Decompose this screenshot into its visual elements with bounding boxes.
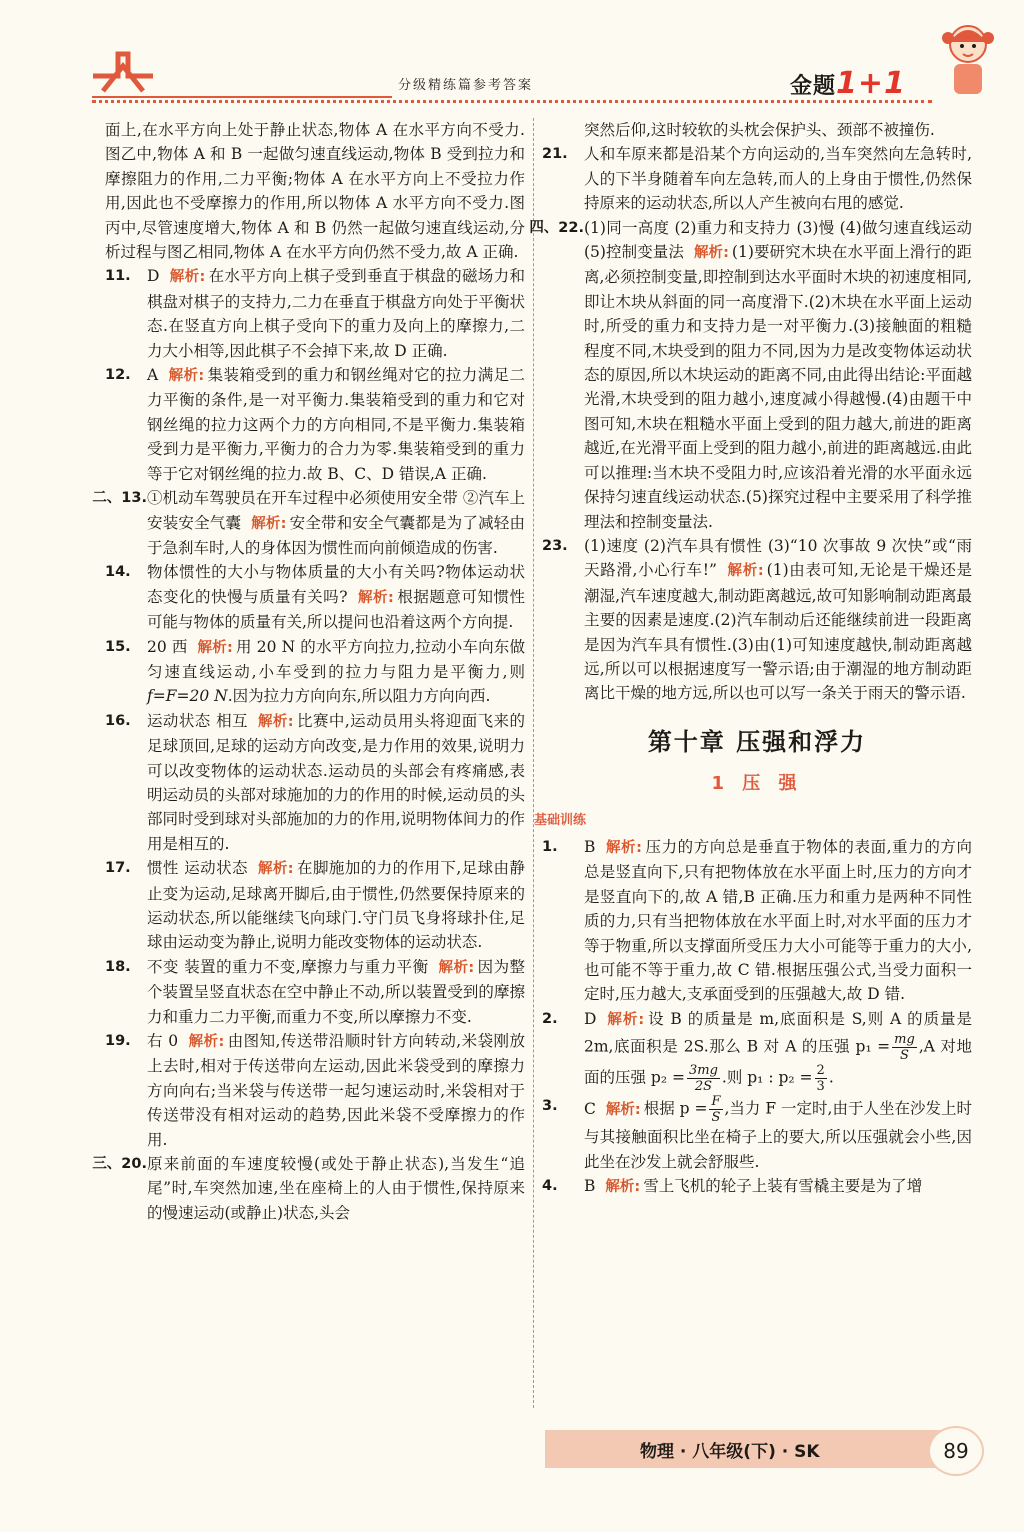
fraction-mg-over-s: $\frac{mg}{S}$ — [894, 1032, 915, 1064]
answer-20: 三、20. 原来前面的车速度较慢(或处于静止状态),当发生“追尾”时,车突然加速,坐在座椅上的人由于惯性,保持原来的慢速运动(或静止)状态,头会 — [92, 1155, 525, 1222]
answer-16: 16. 运动状态 相互 解析: 比赛中,运动员用头将迎面飞来的足球顶回,足球的运动方向改变,是力作用的效果,说明力可以改变物体的运动状态.运动员的头部会有疼痛感,表明运动员的头部对球施加的力的作用的时候,运动员的头部同时受到球对头部施加的力的作用,说明物体间力的作用是相互的. — [105, 711, 525, 853]
answer-23: 23. (1)速度 (2)汽车具有惯性 (3)“10 次事故 9 次快”或“雨天路滑,小心行车!” 解析: (1)由表可知,无论是干燥还是潮湿,汽车速度越大,制动距离越远,故可知影响制动距离最主要的因素是速度.(2)汽车制动后还能继续前进一段距离是因为汽车具有惯性.(3)由(1)可知速度越快,制动距离越远,所以可以根据速度写一警示语;由于潮湿的地方制动距离比干燥的地方远,所以也可以写一条关于雨天的警示语. — [542, 536, 972, 703]
right-column — [529, 118, 972, 1199]
answer-11: 11. D 解析: 在水平方向上棋子受到垂直于棋盘的磁场力和棋盘对棋子的支持力,二力在垂直于棋盘方向处于平衡状态.在竖直方向上棋子受向下的重力及向上的摩擦力,二力大小相等,因此棋子不会掉下来,故 D 正确. — [105, 267, 525, 360]
brand-suffix: 1+1 — [836, 66, 906, 101]
brand-title — [790, 66, 906, 101]
fraction-3mg-over-2s: $\frac{3mg}{2S}$ — [688, 1063, 718, 1095]
answer-20-continued: 突然后仰,这时较软的头枕会保护头、颈部不被撞伤. — [584, 121, 935, 139]
page-header — [0, 0, 1024, 110]
basic-answer-1: 1. B 解析: 压力的方向总是垂直于物体的表面,重力的方向总是竖直向下,只有把物体放在水平面上时,压力的方向才是竖直向下的,故 A 错,B 正确.压力和重力是两种不同性质的力,只有当把物体放在水平面上时,对水平面的压力才等于物重,所以支撑面所受压力大小可能等于重力的大小,也可能不等于重力,故 C 错.根据压强公式,当受力面积一定时,压力越大,支承面受到的压强越大,故 D 错. — [542, 837, 972, 1004]
fraction-2-over-3: $\frac{2}{3}$ — [816, 1063, 825, 1095]
left-intro: 面上,在水平方向上处于静止状态,物体 A 在水平方向不受力.图乙中,物体 A 和 B 一起做匀速直线运动,物体 B 受到拉力和摩擦阻力的作用,二力平衡;物体 A 在水平方向上不受拉力作用,因此也不受摩擦力的作用,所以物体 A 水平方向不受力.图丙中,尽管速度增大,物体 A 和 B 仍然一起做匀速直线运动,分析过程与图乙相同,物体 A 在水平方向仍然不受力,故 A 正确. — [105, 121, 525, 262]
fraction-f-over-s: $\frac{F}{S}$ — [711, 1094, 721, 1126]
answer-12: 12. A 解析: 集装箱受到的重力和钢丝绳对它的拉力满足二力平衡的条件,是一对平衡力.集装箱受到的重力和它对钢丝绳的拉力这两个力的方向相同,不是平衡力.集装箱受到力是平衡力,平衡力的合力为零.集装箱受到的重力等于它对钢丝绳的拉力.故 B、C、D 错误,A 正确. — [105, 366, 525, 483]
chapter-title: 第十章 压强和浮力 — [647, 727, 867, 756]
left-column — [92, 118, 525, 1225]
page-number: 89 — [928, 1426, 984, 1476]
header-subtitle: 分级精练篇参考答案 — [398, 78, 534, 93]
section-title: 1 压 强 — [711, 773, 803, 795]
answer-13: 二、13. ①机动车驾驶员在开车过程中必须使用安全带 ②汽车上安装安全气囊 解析: 安全带和安全气囊都是为了减轻由于急刹车时,人的身体因为惯性而向前倾造成的伤害. — [92, 489, 525, 557]
basic-answer-3: 3. C 解析: 根据 p = $\frac{F}{S}$ ,当力 F 一定时,由于人坐在沙发上时与其接触面积比坐在椅子上的要大,所以压强就会小些,因此坐在沙发上就会舒服些. — [542, 1094, 972, 1171]
section-label: 基础训练 — [534, 812, 587, 828]
answer-19: 19. 右 0 解析: 由图知,传送带沿顺时针方向转动,米袋刚放上去时,相对于传送带向左运动,因此米袋受到的摩擦力方向向右;当米袋与传送带一起匀速运动时,米袋相对于传送带没有相对运动的趋势,因此米袋不受摩擦力的作用. — [105, 1032, 525, 1149]
girl-mascot-icon — [938, 14, 998, 102]
basic-answer-4: 4. B 解析: 雪上飞机的轮子上装有雪橇主要是为了增 — [542, 1177, 923, 1196]
publisher-logo-icon — [88, 46, 158, 96]
column-divider — [533, 118, 534, 1408]
answer-15: 15. 20 西 解析: 用 20 N 的水平方向拉力,拉动小车向东做匀速直线运动,小车受到的拉力与阻力是平衡力,则 f=F=20 N.因为拉力方向向东,所以阻力方向向西. — [105, 637, 525, 706]
header-rule — [92, 96, 392, 98]
basic-answer-2: 2. D 解析: 设 B 的质量是 m,底面积是 S,则 A 的质量是 2m,底面积是 2S.那么 B 对 A 的压强 p₁ = $\frac{mg}{S}$ ,A 对地面的压强 p₂ = $\frac{3mg}{2S}$ .则 p₁ : p₂ = $\frac{2}{3}$ . — [542, 1009, 972, 1095]
answer-17: 17. 惯性 运动状态 解析: 在脚施加的力的作用下,足球由静止变为运动,足球离开脚后,由于惯性,仍然要保持原来的运动状态,所以能继续飞向球门.守门员飞身将球扑住,足球由运动变为静止,说明力能改变物体的运动状态. — [105, 859, 525, 952]
answer-22: 四、22. (1)同一高度 (2)重力和支持力 (3)慢 (4)做匀速直线运动 (5)控制变量法 解析: (1)要研究木块在水平面上滑行的距离,必须控制变量,即控制到达水平面时木块的初速度相同,即让木块从斜面的同一高度滑下.(2)木块在水平面上运动时,所受的重力和支持力是一对平衡力.(3)接触面的粗糙程度不同,木块受到的阻力不同,因为力是改变物体运动状态的原因,所以木块运动的距离不同,由此得出结论:平面越光滑,木块受到的阻力越小,速度减小得越慢.(4)由题干中图可知,木块在粗糙水平面上受到的阻力越大,前进的距离越近,在光滑平面上受到的阻力越小,前进的距离越远.由此可以推理:当木块不受阻力时,应该沿着光滑的水平面永远保持匀速直线运动状态.(5)探究过程中主要采用了科学推理法和控制变量法. — [529, 218, 972, 531]
brand-prefix: 金题 — [790, 74, 837, 99]
answer-14: 14. 物体惯性的大小与物体质量的大小有关吗?物体运动状态变化的快慢与质量有关吗? 解析: 根据题意可知惯性可能与物体的质量有关,所以提问也沿着这两个方向提. — [105, 563, 525, 632]
footer-subject: 物理 · 八年级(下) · SK — [640, 1442, 820, 1462]
answer-21: 21. 人和车原来都是沿某个方向运动的,当车突然向左急转时,人的下半身随着车向左急转,而人的上身由于惯性,仍然保持原来的运动状态,所以人产生被向右甩的感觉. — [542, 145, 972, 213]
answer-18: 18. 不变 装置的重力不变,摩擦力与重力平衡 解析: 因为整个装置呈竖直状态在空中静止不动,所以装置受到的摩擦力和重力二力平衡,而重力不变,所以摩擦力不变. — [105, 957, 525, 1026]
